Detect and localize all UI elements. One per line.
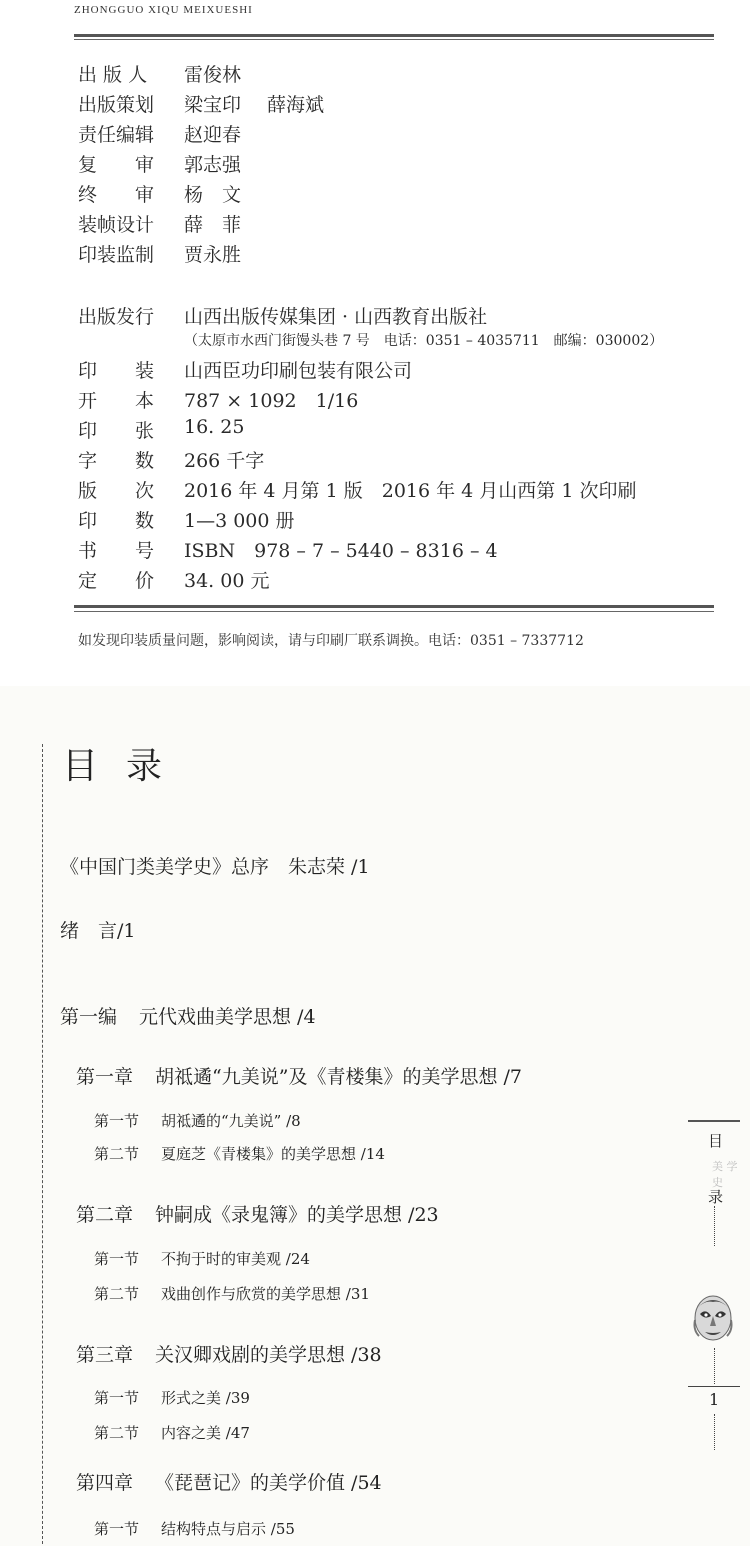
credit-value: 郭志强 (184, 154, 242, 176)
toc-entry-text: 《琵琶记》的美学价值 /54 (155, 1472, 382, 1494)
side-tab-dotted-line (714, 1414, 715, 1450)
credit-value: 杨 文 (184, 184, 242, 206)
toc-entry-number: 第二节 (94, 1285, 140, 1303)
credit-label: 出版策划 (78, 94, 155, 116)
spec-label: 书 号 (78, 540, 155, 562)
toc-entry-number: 第一节 (94, 1520, 140, 1538)
toc-entry-section[interactable] (94, 1518, 295, 1539)
toc-entry-number: 第一编 (60, 1006, 118, 1028)
print-quality-notice: 如发现印装质量问题，影响阅读，请与印刷厂联系调换。电话：0351 – 7337712 (78, 633, 584, 649)
credit-value: 薛 菲 (184, 214, 242, 236)
toc-entry-number: 第四章 (76, 1472, 134, 1494)
spec-value: ISBN 978 – 7 – 5440 – 8316 – 4 (184, 540, 498, 562)
footer-rule-thin (74, 611, 714, 612)
toc-entry-text: 绪 言/1 (60, 920, 136, 942)
toc-entry-number: 第三章 (76, 1344, 134, 1366)
toc-entry-text: 内容之美 /47 (161, 1424, 250, 1442)
toc-entry[interactable] (60, 852, 370, 879)
page-number: 1 (709, 1390, 720, 1409)
toc-entry-text: 元代戏曲美学思想 /4 (139, 1006, 316, 1028)
spec-value: 787 × 1092 1/16 (184, 390, 359, 412)
toc-entry-number: 第一节 (94, 1389, 140, 1407)
header-rule-thick (74, 34, 714, 37)
toc-entry-section[interactable] (94, 1387, 250, 1408)
side-tab-dotted-line (714, 1206, 715, 1246)
publisher-value: 山西出版传媒集团 · 山西教育出版社 (184, 306, 488, 328)
credit-value: 赵迎春 (184, 124, 242, 146)
side-tab-faint-text: 美 学 史 (712, 1160, 738, 1189)
toc-margin-dashed-line (42, 744, 43, 1544)
toc-entry-section[interactable] (94, 1110, 301, 1131)
toc-entry-part[interactable] (60, 1002, 316, 1029)
credit-label: 责任编辑 (78, 124, 155, 146)
toc-entry-chapter[interactable] (76, 1468, 382, 1495)
spec-label: 印 数 (78, 510, 155, 532)
spec-label: 版 次 (78, 480, 155, 502)
spec-value: 1—3 000 册 (184, 510, 295, 532)
spec-label: 开 本 (78, 390, 155, 412)
toc-entry-text: 关汉卿戏剧的美学思想 /38 (155, 1344, 382, 1366)
toc-entry-number: 第二章 (76, 1204, 134, 1226)
side-tab-char: 目 (708, 1132, 724, 1150)
running-header: ZHONGGUO XIQU MEIXUESHI (74, 4, 253, 16)
credit-value-secondary: 薛海斌 (267, 94, 325, 116)
spec-label: 印 装 (78, 360, 155, 382)
toc-entry-text: 结构特点与启示 /55 (161, 1520, 295, 1538)
toc-entry-section[interactable] (94, 1422, 250, 1443)
toc-title: 目录 (62, 746, 191, 787)
toc-entry-number: 第一节 (94, 1250, 140, 1268)
side-tab-char: 录 (708, 1188, 724, 1206)
side-tab-top-rule (688, 1120, 740, 1122)
spec-value: 16. 25 (184, 416, 245, 438)
toc-entry-number: 第一章 (76, 1066, 134, 1088)
credit-label: 装帧设计 (78, 214, 155, 236)
toc-entry-section[interactable] (94, 1283, 370, 1304)
credit-label: 印装监制 (78, 244, 155, 266)
toc-entry[interactable] (60, 916, 136, 943)
toc-entry-number: 第二节 (94, 1145, 140, 1163)
spec-label: 印 张 (78, 420, 155, 442)
toc-entry-section[interactable] (94, 1143, 385, 1164)
toc-entry-text: 不拘于时的审美观 /24 (161, 1250, 310, 1268)
spec-label: 字 数 (78, 450, 155, 472)
spec-value: 山西臣功印刷包装有限公司 (184, 360, 413, 382)
spec-label: 定 价 (78, 570, 155, 592)
toc-entry-text: 夏庭芝《青楼集》的美学思想 /14 (161, 1145, 385, 1163)
spec-value: 34. 00 元 (184, 570, 270, 592)
copyright-page (0, 0, 750, 680)
toc-entry-number: 第二节 (94, 1424, 140, 1442)
publisher-label: 出版发行 (78, 306, 155, 328)
spec-value: 266 千字 (184, 450, 265, 472)
side-tab-dotted-line (714, 1348, 715, 1384)
credit-label: 终 审 (78, 184, 155, 206)
toc-entry-number: 第一节 (94, 1112, 140, 1130)
toc-entry-text: 戏曲创作与欣赏的美学思想 /31 (161, 1285, 370, 1303)
spec-value: 2016 年 4 月第 1 版 2016 年 4 月山西第 1 次印刷 (184, 480, 637, 502)
side-tab-rule (688, 1386, 740, 1387)
credit-label: 出 版 人 (78, 64, 148, 86)
toc-entry-text: 形式之美 /39 (161, 1389, 250, 1407)
toc-entry-section[interactable] (94, 1248, 310, 1269)
opera-mask-icon (691, 1290, 735, 1344)
credit-value-primary: 梁宝印 (184, 94, 242, 116)
publisher-address: （太原市水西门街馒头巷 7 号 电话：0351 – 4035711 邮编：030002） (184, 333, 664, 349)
footer-rule-thick (74, 605, 714, 608)
credit-value: 雷俊林 (184, 64, 242, 86)
toc-entry-chapter[interactable] (76, 1200, 439, 1227)
toc-entry-text: 胡祗遹“九美说”及《青楼集》的美学思想 /7 (155, 1066, 522, 1088)
toc-entry-text: 《中国门类美学史》总序 朱志荣 /1 (60, 856, 370, 878)
header-rule-thin (74, 39, 714, 40)
toc-entry-chapter[interactable] (76, 1340, 382, 1367)
credit-value (184, 90, 324, 117)
toc-entry-text: 钟嗣成《录鬼簿》的美学思想 /23 (155, 1204, 439, 1226)
toc-entry-chapter[interactable] (76, 1062, 522, 1089)
toc-entry-text: 胡祗遹的“九美说” /8 (161, 1112, 301, 1130)
credit-label: 复 审 (78, 154, 155, 176)
credit-value: 贾永胜 (184, 244, 242, 266)
